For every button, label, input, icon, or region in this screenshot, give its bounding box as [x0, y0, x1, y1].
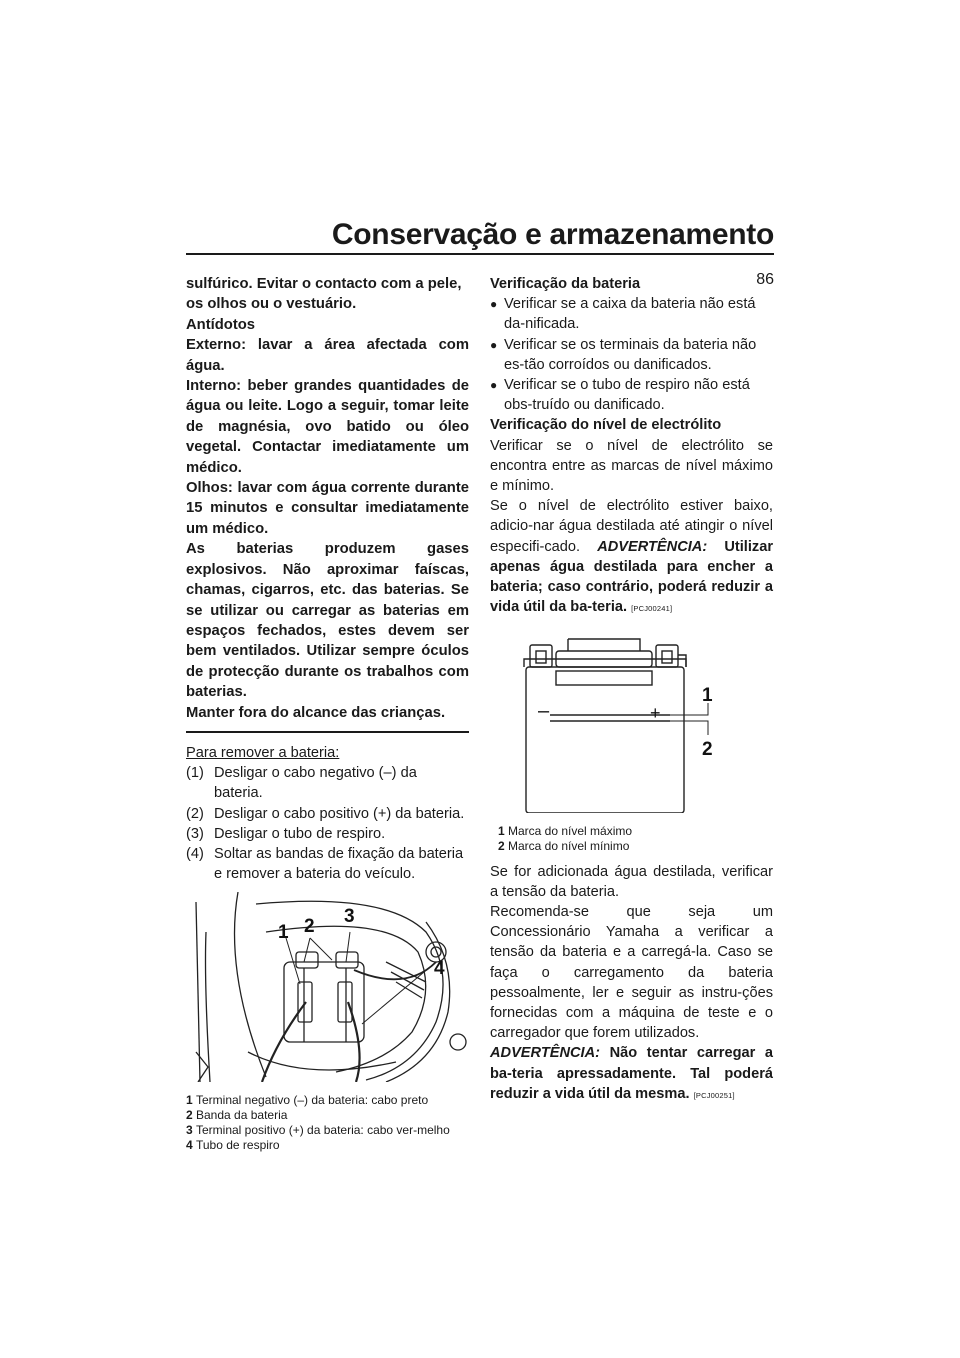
caption-number: 3 — [186, 1122, 193, 1137]
step-text: Desligar o cabo positivo (+) da bateria. — [214, 805, 465, 822]
warning-line: Olhos: lavar com água corrente durante 15 minutos e consultar imediatamente um médico. — [186, 480, 469, 537]
warning-line: As baterias produzem gases explosivos. Não aproximar faíscas, chamas, cigarros, etc. das baterias. Se se utilizar ou carregar as baterias em espaços fechados, estes devem ser bem ventilados. Utilizar sempre óculos de protecção durante os trabalhos com baterias. — [186, 541, 469, 701]
figure-callout-2: 2 — [304, 916, 315, 938]
charging-paragraph: Recomenda-se que seja um Concessionário Yamaha a verificar a tensão da bateria e a carregá-la. Caso se faça o carregamento da bateria pessoalmente, ler e seguir as instru-ções fornecidas com a máquina de teste e o carregador que forem utilizados. — [490, 904, 773, 1042]
bullet-text: Verificar se os terminais da bateria não es-tão corroídos ou danificados. — [504, 336, 757, 373]
step-item — [186, 763, 469, 803]
alert-label: ADVERTÊNCIA: — [597, 538, 708, 555]
warning-divider — [186, 731, 469, 733]
caption-item — [498, 839, 773, 854]
caption-text: Tubo de respiro — [196, 1137, 280, 1152]
warning-line: Interno: beber grandes quantidades de água ou leite. Logo a seguir, tomar leite de magnésia, ovo batido ou óleo vegetal. Contactar imediatamente um médico. — [186, 378, 469, 476]
bullet-text: Verificar se a caixa da bateria não está da-nificada. — [504, 296, 756, 333]
caption-item — [498, 824, 773, 839]
battery-compartment-illustration — [186, 892, 469, 1082]
reference-code: [PCJ00241] — [631, 604, 673, 614]
step-number: (4) — [186, 845, 204, 862]
caption-text: Banda da bateria — [196, 1107, 288, 1122]
caption-item — [186, 1093, 469, 1108]
warning-line: Manter fora do alcance das crianças. — [186, 704, 446, 721]
caption-text: Marca do nível mínimo — [508, 838, 630, 853]
step-item — [186, 844, 469, 884]
caption-item — [186, 1138, 469, 1153]
step-number: (1) — [186, 765, 204, 782]
remove-heading: Para remover a bateria: — [186, 744, 340, 761]
level-alert-text: Utilizar apenas água destilada para encher a bateria; caso contrário, poderá reduzir a vida útil da ba-teria. — [490, 538, 773, 616]
caption-number: 1 — [498, 823, 505, 838]
level-paragraph — [490, 496, 773, 619]
caption-number: 4 — [186, 1137, 193, 1152]
page-title: Conservação e armazenamento — [331, 218, 774, 251]
figure-caption-list — [186, 1093, 469, 1153]
page-number: 86 — [756, 271, 774, 288]
caption-item — [186, 1108, 469, 1123]
level-paragraph: Verificar se o nível de electrólito se encontra entre as marcas de nível máximo e mínimo. — [490, 437, 773, 495]
step-text: Soltar as bandas de fixação da bateria e remover a bateria do veículo. — [214, 845, 464, 883]
step-text: Desligar o tubo de respiro. — [214, 825, 386, 842]
battery-level-figure — [490, 633, 773, 819]
bullet-item — [490, 335, 773, 375]
step-text: Desligar o cabo negativo (–) da bateria. — [214, 765, 417, 802]
right-column — [490, 274, 773, 1106]
charge-alert-text: Não tentar carregar a ba-teria apressadamente. Tal poderá reduzir a vida útil da mesma. — [490, 1045, 773, 1102]
charging-alert — [490, 1043, 773, 1106]
step-item — [186, 804, 469, 824]
bullet-icon: ● — [490, 378, 498, 393]
level-callout-2: 2 — [702, 739, 713, 761]
bullet-item — [490, 294, 773, 334]
level-text: Se o nível de electrólito estiver baixo, adicio-nar água destilada até atingir o nível especifi-cado. — [490, 498, 773, 555]
caption-number: 1 — [186, 1092, 193, 1107]
bullet-icon: ● — [490, 337, 498, 352]
battery-level-illustration — [490, 633, 773, 813]
warning-line: Antídotos — [186, 316, 256, 333]
warning-line: Externo: lavar a área afectada com água. — [186, 337, 469, 374]
caption-number: 2 — [186, 1107, 193, 1122]
caption-number: 2 — [498, 838, 505, 853]
figure-callout-4: 4 — [434, 958, 445, 980]
figure-callout-3: 3 — [344, 906, 355, 928]
header-divider — [186, 253, 774, 255]
alert-label: ADVERTÊNCIA: — [490, 1045, 601, 1062]
battery-compartment-figure — [186, 892, 469, 1088]
level-caption-list — [498, 824, 773, 854]
bullet-icon: ● — [490, 297, 498, 312]
warning-line: sulfúrico. Evitar o contacto com a pele, os olhos ou o vestuário. — [186, 276, 462, 313]
voltage-paragraph: Se for adicionada água destilada, verificar a tensão da bateria. — [490, 863, 773, 900]
reference-code: [PCJ00251] — [693, 1090, 735, 1100]
step-number: (3) — [186, 825, 204, 842]
level-callout-1: 1 — [702, 685, 713, 707]
step-item — [186, 824, 469, 844]
figure-callout-1: 1 — [278, 922, 289, 944]
caption-text: Terminal positivo (+) da bateria: cabo ver-melho — [196, 1122, 450, 1137]
caption-text: Marca do nível máximo — [508, 823, 633, 838]
check-heading: Verificação da bateria — [490, 276, 641, 292]
left-column — [186, 274, 469, 1153]
warning-block — [186, 274, 469, 723]
step-number: (2) — [186, 805, 204, 822]
level-heading: Verificação do nível de electrólito — [490, 417, 722, 434]
minus-terminal-icon: – — [538, 700, 550, 723]
caption-item — [186, 1123, 469, 1138]
caption-text: Terminal negativo (–) da bateria: cabo preto — [196, 1092, 429, 1107]
bullet-item — [490, 375, 773, 415]
bullet-text: Verificar se o tubo de respiro não está obs-truído ou danificado. — [504, 377, 750, 414]
plus-terminal-icon: + — [650, 703, 661, 724]
